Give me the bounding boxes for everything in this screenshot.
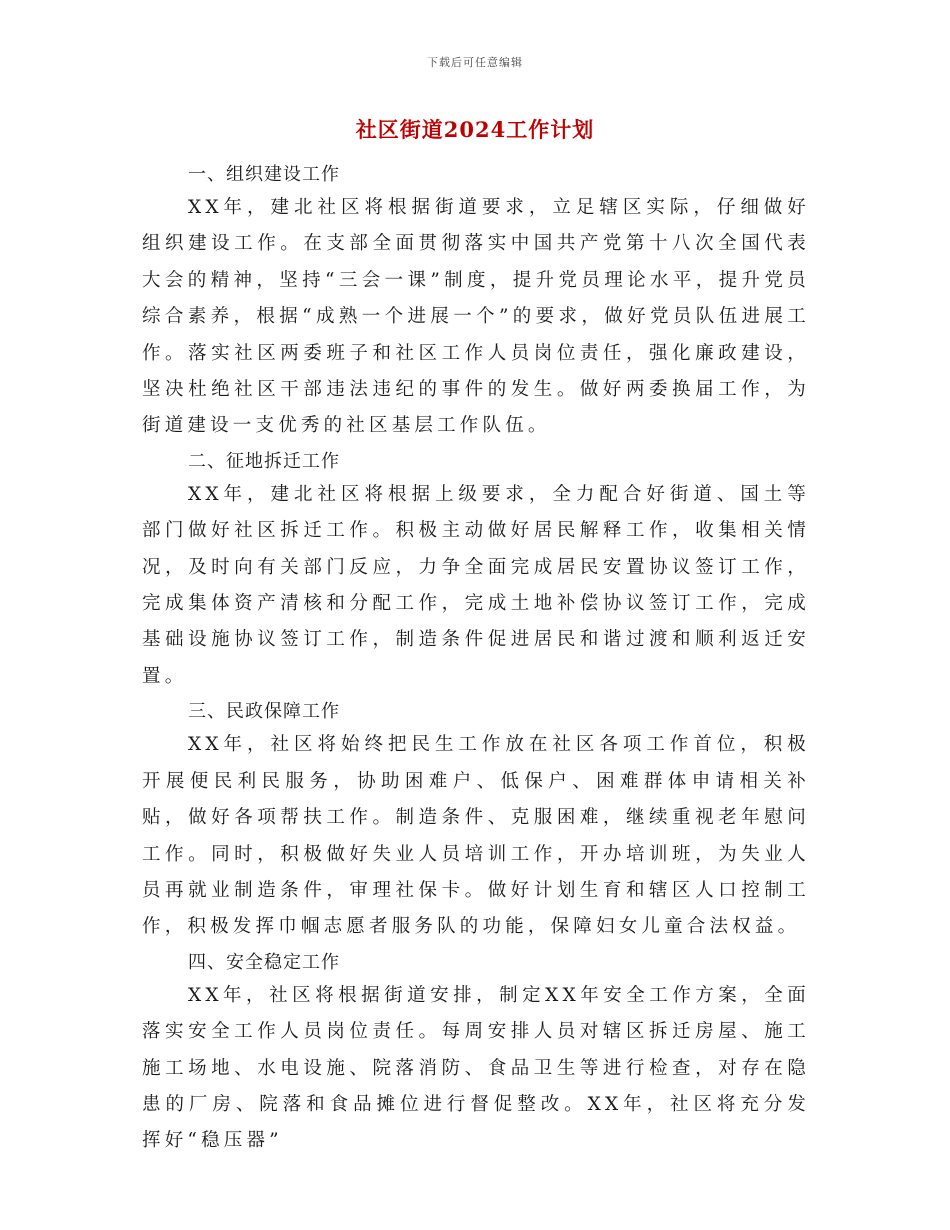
section-heading-organization: 一、组织建设工作 (188, 164, 340, 185)
header-note: 下载后可任意编辑 (427, 56, 523, 69)
section-heading-relocation: 二、征地拆迁工作 (188, 450, 340, 472)
document-title: 社区街道2024工作计划 (355, 117, 595, 142)
section-paragraph-civil-affairs: XX年，社区将始终把民生工作放在社区各项工作首位，积极开展便民利民服务，协助困难户、低保户、困难群体申请相关补贴，做好各项帮扶工作。制造条件、克服困难，继续重视老年慰问工作。同时，积极做好失业人员培训工作，开办培训班，为失业人员再就业制造条件，审理社保卡。做好计划生育和辖区人口控制工作，积极发挥巾帼志愿者服务队的功能，保障妇女儿童合法权益。 (142, 734, 810, 938)
section-heading-safety: 四、安全稳定工作 (188, 951, 340, 973)
document-body (142, 160, 810, 1160)
section-heading-civil-affairs: 三、民政保障工作 (188, 701, 340, 723)
section-paragraph-organization: XX年，建北社区将根据街道要求，立足辖区实际，仔细做好组织建设工作。在支部全面贯彻落实中国共产党第十八次全国代表大会的精神，坚持“三会一课”制度，提升党员理论水平，提升党员综合素养，根据“成熟一个进展一个”的要求，做好党员队伍进展工作。落实社区两委班子和社区工作人员岗位责任，强化廉政建设，坚决杜绝社区干部违法违纪的事件的发生。做好两委换届工作，为街道建设一支优秀的社区基层工作队伍。 (142, 197, 810, 437)
section-paragraph-relocation: XX年，建北社区将根据上级要求，全力配合好街道、国土等部门做好社区拆迁工作。积极主动做好居民解释工作，收集相关情况，及时向有关部门反应，力争全面完成居民安置协议签订工作，完成集体资产清核和分配工作，完成土地补偿协议签订工作，完成基础设施协议签订工作，制造条件促进居民和谐过渡和顺利返迁安置。 (142, 483, 810, 687)
section-paragraph-safety: XX年，社区将根据街道安排，制定XX年安全工作方案，全面落实安全工作人员岗位责任。每周安排人员对辖区拆迁房屋、施工施工场地、水电设施、院落消防、食品卫生等进行检查，对存在隐患的厂房、院落和食品摊位进行督促整改。XX年，社区将充分发挥好“稳压器” (142, 984, 810, 1152)
